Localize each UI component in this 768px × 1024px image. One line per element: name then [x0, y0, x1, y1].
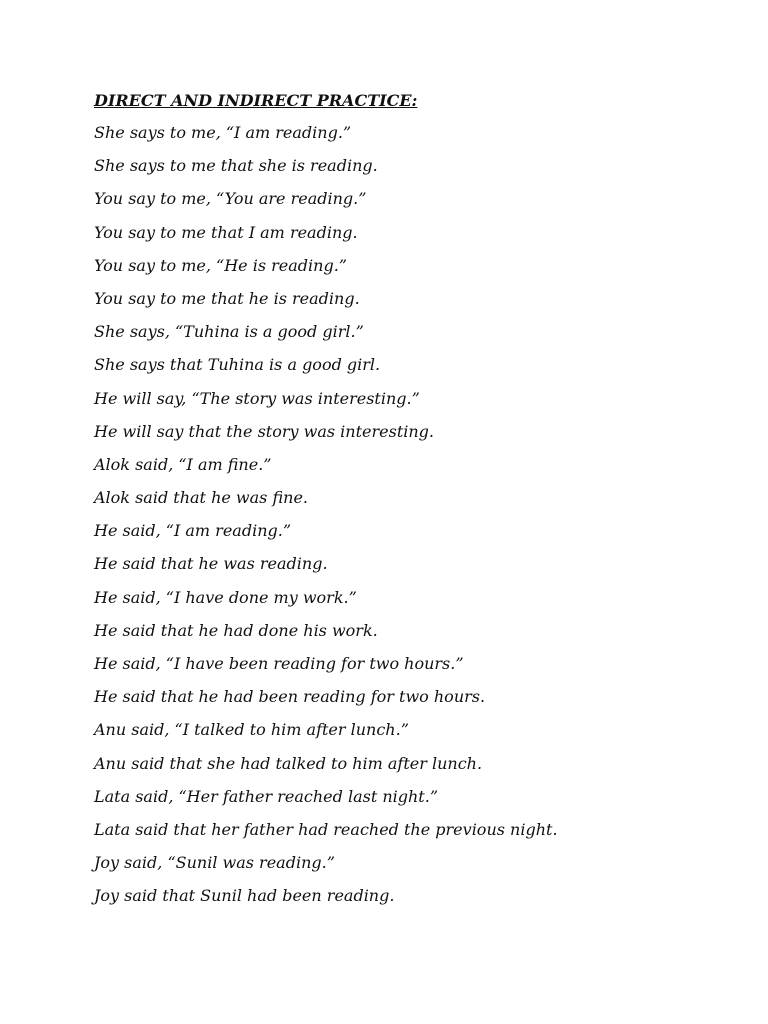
- sentence-line: Joy said, “Sunil was reading.”: [94, 853, 335, 873]
- document-content: [94, 86, 734, 913]
- sentence-line: She says that Tuhina is a good girl.: [94, 355, 381, 375]
- sentence-line: You say to me, “You are reading.”: [94, 189, 367, 209]
- sentence-line: He said, “I am reading.”: [94, 521, 291, 541]
- sentence-line: Alok said that he was fine.: [94, 488, 308, 508]
- sentence-line: He said that he had been reading for two hours.: [94, 687, 486, 707]
- sentence-line: Anu said that she had talked to him after lunch.: [94, 753, 483, 773]
- sentence-line: You say to me, “He is reading.”: [94, 255, 347, 275]
- sentence-line: He will say, “The story was interesting.”: [94, 388, 420, 408]
- sentence-line: She says, “Tuhina is a good girl.”: [94, 322, 364, 342]
- sentence-line: She says to me that she is reading.: [94, 156, 378, 176]
- sentence-line: She says to me, “I am reading.”: [94, 123, 352, 142]
- sentence-line: He said, “I have done my work.”: [94, 587, 357, 607]
- sentence-line: Joy said that Sunil had been reading.: [94, 886, 395, 906]
- sentence-line: Anu said, “I talked to him after lunch.”: [94, 720, 409, 740]
- sentence-line: You say to me that he is reading.: [94, 288, 360, 308]
- sentence-line: You say to me that I am reading.: [94, 222, 358, 242]
- sentence-line: He said that he was reading.: [94, 554, 328, 574]
- document-title: DIRECT AND INDIRECT PRACTICE:: [94, 91, 418, 110]
- sentence-line: He said, “I have been reading for two hours.”: [94, 654, 464, 673]
- sentence-line: Lata said that her father had reached the previous night.: [94, 819, 558, 839]
- sentence-list: [94, 116, 734, 913]
- sentence-line: He will say that the story was interesting.: [94, 421, 434, 441]
- sentence-line: Alok said, “I am fine.”: [94, 454, 272, 474]
- sentence-line: He said that he had done his work.: [94, 620, 378, 640]
- sentence-line: Lata said, “Her father reached last night.”: [94, 786, 438, 806]
